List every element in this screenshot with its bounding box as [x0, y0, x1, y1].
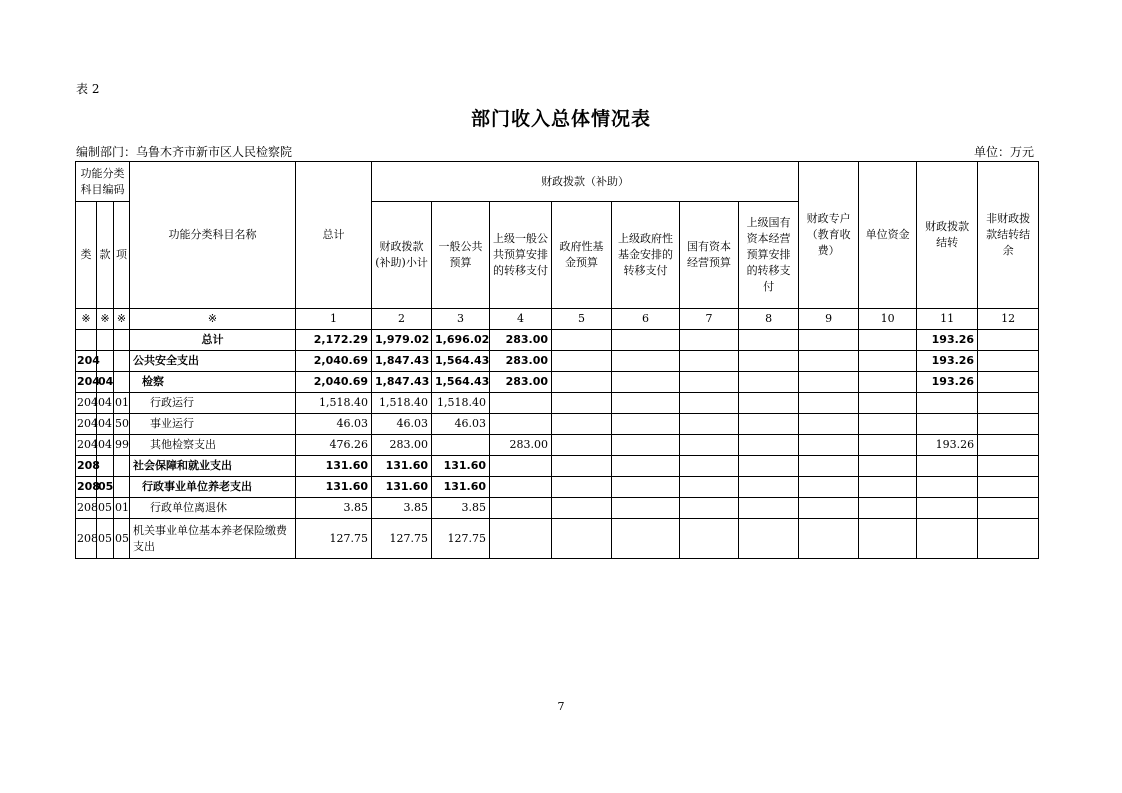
cell-c8: [739, 519, 799, 559]
cell-c10: [859, 435, 917, 456]
cell-c11: 193.26: [917, 351, 978, 372]
cell-c12: [978, 372, 1039, 393]
index-cell: 10: [859, 309, 917, 330]
cell-c8: [739, 477, 799, 498]
cell-c4: 283.00: [490, 372, 552, 393]
header-func-name: 功能分类科目名称: [130, 162, 296, 309]
header-c8: 上级国有资本经营预算安排的转移支付: [739, 202, 799, 309]
cell-c6: [612, 414, 680, 435]
header-lei: 类: [76, 202, 97, 309]
cell-kuan: 05: [97, 477, 114, 498]
table-row: [76, 435, 1039, 456]
cell-c9: [799, 456, 859, 477]
cell-c2: 283.00: [372, 435, 432, 456]
cell-name: 行政运行: [130, 393, 296, 414]
header-xiang: 项: [114, 202, 130, 309]
cell-c3: 1,518.40: [432, 393, 490, 414]
cell-c10: [859, 456, 917, 477]
header-c6: 上级政府性基金安排的转移支付: [612, 202, 680, 309]
header-c9: 财政专户（教育收费）: [799, 162, 859, 309]
index-cell: ※: [114, 309, 130, 330]
cell-c10: [859, 498, 917, 519]
cell-c4: [490, 414, 552, 435]
cell-c10: [859, 393, 917, 414]
cell-c9: [799, 351, 859, 372]
cell-xiang: [114, 456, 130, 477]
index-cell: 5: [552, 309, 612, 330]
cell-c9: [799, 393, 859, 414]
cell-c11: [917, 519, 978, 559]
table-row: [76, 456, 1039, 477]
cell-c2: 1,847.43: [372, 351, 432, 372]
cell-c11: 193.26: [917, 372, 978, 393]
cell-total: 131.60: [296, 456, 372, 477]
cell-total: 46.03: [296, 414, 372, 435]
cell-c5: [552, 393, 612, 414]
cell-c10: [859, 477, 917, 498]
page-number: 7: [557, 700, 565, 713]
cell-c7: [680, 351, 739, 372]
cell-c11: [917, 414, 978, 435]
compiling-department: 编制部门：乌鲁木齐市新市区人民检察院: [76, 145, 293, 159]
index-cell: ※: [130, 309, 296, 330]
cell-c5: [552, 519, 612, 559]
header-c10: 单位资金: [859, 162, 917, 309]
cell-c3: 1,696.02: [432, 330, 490, 351]
cell-c6: [612, 498, 680, 519]
header-c2: 财政拨款(补助)小计: [372, 202, 432, 309]
cell-c2: 1,979.02: [372, 330, 432, 351]
table-row: [76, 393, 1039, 414]
cell-c10: [859, 414, 917, 435]
cell-c9: [799, 330, 859, 351]
cell-name: 行政事业单位养老支出: [130, 477, 296, 498]
cell-xiang: [114, 351, 130, 372]
cell-c12: [978, 477, 1039, 498]
cell-c3: 1,564.43: [432, 372, 490, 393]
header-c7: 国有资本经营预算: [680, 202, 739, 309]
cell-c6: [612, 456, 680, 477]
cell-c4: [490, 477, 552, 498]
cell-kuan: 04: [97, 414, 114, 435]
cell-c6: [612, 435, 680, 456]
cell-c9: [799, 435, 859, 456]
cell-name: 行政单位离退休: [130, 498, 296, 519]
cell-c3: 1,564.43: [432, 351, 490, 372]
cell-c2: 131.60: [372, 456, 432, 477]
cell-c8: [739, 351, 799, 372]
cell-xiang: [114, 477, 130, 498]
cell-lei: 204: [76, 435, 97, 456]
cell-name: 公共安全支出: [130, 351, 296, 372]
cell-c6: [612, 372, 680, 393]
cell-c12: [978, 498, 1039, 519]
cell-xiang: [114, 372, 130, 393]
cell-xiang: 05: [114, 519, 130, 559]
cell-c8: [739, 435, 799, 456]
cell-c8: [739, 414, 799, 435]
cell-c5: [552, 414, 612, 435]
cell-xiang: 99: [114, 435, 130, 456]
header-func-code: 功能分类科目编码: [76, 162, 130, 202]
cell-c7: [680, 372, 739, 393]
cell-c12: [978, 456, 1039, 477]
cell-total: 2,040.69: [296, 351, 372, 372]
index-cell: 6: [612, 309, 680, 330]
header-kuan: 款: [97, 202, 114, 309]
cell-c7: [680, 330, 739, 351]
cell-c12: [978, 414, 1039, 435]
cell-c6: [612, 393, 680, 414]
index-cell: 9: [799, 309, 859, 330]
table-row: [76, 477, 1039, 498]
index-cell: 7: [680, 309, 739, 330]
cell-lei: 204: [76, 351, 97, 372]
cell-c12: [978, 351, 1039, 372]
cell-xiang: [114, 330, 130, 351]
cell-total: 131.60: [296, 477, 372, 498]
cell-total: 2,172.29: [296, 330, 372, 351]
cell-c7: [680, 414, 739, 435]
cell-c5: [552, 477, 612, 498]
cell-c11: [917, 498, 978, 519]
cell-c10: [859, 330, 917, 351]
cell-lei: 208: [76, 498, 97, 519]
cell-c2: 46.03: [372, 414, 432, 435]
cell-total: 476.26: [296, 435, 372, 456]
cell-c9: [799, 477, 859, 498]
cell-lei: [76, 330, 97, 351]
index-cell: 11: [917, 309, 978, 330]
cell-c4: [490, 393, 552, 414]
unit-label: 单位：万元: [973, 145, 1034, 159]
cell-c9: [799, 414, 859, 435]
cell-c10: [859, 351, 917, 372]
cell-c8: [739, 498, 799, 519]
header-c12: 非财政拨款结转结余: [978, 162, 1039, 309]
cell-xiang: 01: [114, 498, 130, 519]
index-row: [76, 309, 1039, 330]
cell-xiang: 01: [114, 393, 130, 414]
cell-c5: [552, 498, 612, 519]
cell-c11: 193.26: [917, 330, 978, 351]
cell-c7: [680, 519, 739, 559]
table-number-label: 表 2: [76, 82, 100, 96]
cell-c11: [917, 477, 978, 498]
cell-c6: [612, 330, 680, 351]
header-total: 总计: [296, 162, 372, 309]
index-cell: 2: [372, 309, 432, 330]
cell-c3: 127.75: [432, 519, 490, 559]
header-c11: 财政拨款结转: [917, 162, 978, 309]
cell-c2: 1,847.43: [372, 372, 432, 393]
cell-c5: [552, 456, 612, 477]
cell-lei: 208: [76, 477, 97, 498]
cell-name: 事业运行: [130, 414, 296, 435]
cell-total: 1,518.40: [296, 393, 372, 414]
cell-c8: [739, 393, 799, 414]
cell-name: 其他检察支出: [130, 435, 296, 456]
cell-lei: 208: [76, 519, 97, 559]
cell-lei: 204: [76, 372, 97, 393]
index-cell: ※: [76, 309, 97, 330]
cell-c5: [552, 435, 612, 456]
cell-c6: [612, 477, 680, 498]
cell-c4: [490, 456, 552, 477]
cell-c6: [612, 351, 680, 372]
header-c3: 一般公共预算: [432, 202, 490, 309]
cell-c5: [552, 330, 612, 351]
table-row: [76, 330, 1039, 351]
cell-name: 检察: [130, 372, 296, 393]
cell-c12: [978, 435, 1039, 456]
cell-c7: [680, 435, 739, 456]
cell-c7: [680, 498, 739, 519]
table-row: [76, 414, 1039, 435]
cell-lei: 208: [76, 456, 97, 477]
cell-lei: 204: [76, 414, 97, 435]
cell-c7: [680, 477, 739, 498]
table-row: [76, 498, 1039, 519]
cell-c4: [490, 519, 552, 559]
index-cell: 1: [296, 309, 372, 330]
page-title: 部门收入总体情况表: [470, 108, 651, 130]
cell-c10: [859, 372, 917, 393]
cell-c4: 283.00: [490, 435, 552, 456]
index-cell: 8: [739, 309, 799, 330]
cell-total: 3.85: [296, 498, 372, 519]
cell-c5: [552, 351, 612, 372]
cell-name: 社会保障和就业支出: [130, 456, 296, 477]
cell-c9: [799, 519, 859, 559]
cell-c2: 1,518.40: [372, 393, 432, 414]
cell-c12: [978, 519, 1039, 559]
cell-c10: [859, 519, 917, 559]
cell-lei: 204: [76, 393, 97, 414]
header-c5: 政府性基金预算: [552, 202, 612, 309]
cell-kuan: [97, 330, 114, 351]
index-cell: ※: [97, 309, 114, 330]
cell-c4: [490, 498, 552, 519]
index-cell: 3: [432, 309, 490, 330]
cell-c9: [799, 498, 859, 519]
cell-kuan: 04: [97, 393, 114, 414]
cell-c11: 193.26: [917, 435, 978, 456]
cell-c2: 131.60: [372, 477, 432, 498]
cell-kuan: 05: [97, 498, 114, 519]
cell-c3: 3.85: [432, 498, 490, 519]
cell-kuan: 05: [97, 519, 114, 559]
cell-c7: [680, 393, 739, 414]
cell-c9: [799, 372, 859, 393]
header-row-1: [76, 162, 1039, 202]
header-c4: 上级一般公共预算安排的转移支付: [490, 202, 552, 309]
index-cell: 12: [978, 309, 1039, 330]
cell-c11: [917, 393, 978, 414]
cell-c2: 127.75: [372, 519, 432, 559]
table-row: [76, 372, 1039, 393]
table-row: [76, 519, 1039, 559]
cell-c8: [739, 330, 799, 351]
income-summary-table: [75, 161, 1039, 559]
cell-c7: [680, 456, 739, 477]
cell-c8: [739, 372, 799, 393]
cell-c8: [739, 456, 799, 477]
cell-c12: [978, 330, 1039, 351]
table-row: [76, 351, 1039, 372]
cell-c6: [612, 519, 680, 559]
index-cell: 4: [490, 309, 552, 330]
cell-c3: 131.60: [432, 456, 490, 477]
cell-kuan: 04: [97, 372, 114, 393]
cell-name: 总计: [130, 330, 296, 351]
cell-c3: 131.60: [432, 477, 490, 498]
cell-name: 机关事业单位基本养老保险缴费支出: [130, 519, 296, 559]
cell-c11: [917, 456, 978, 477]
cell-kuan: 04: [97, 435, 114, 456]
cell-c12: [978, 393, 1039, 414]
cell-c3: [432, 435, 490, 456]
cell-c4: 283.00: [490, 330, 552, 351]
cell-c5: [552, 372, 612, 393]
cell-c2: 3.85: [372, 498, 432, 519]
cell-c3: 46.03: [432, 414, 490, 435]
cell-c4: 283.00: [490, 351, 552, 372]
header-fiscal-group: 财政拨款（补助）: [372, 162, 799, 202]
cell-total: 127.75: [296, 519, 372, 559]
cell-total: 2,040.69: [296, 372, 372, 393]
cell-xiang: 50: [114, 414, 130, 435]
